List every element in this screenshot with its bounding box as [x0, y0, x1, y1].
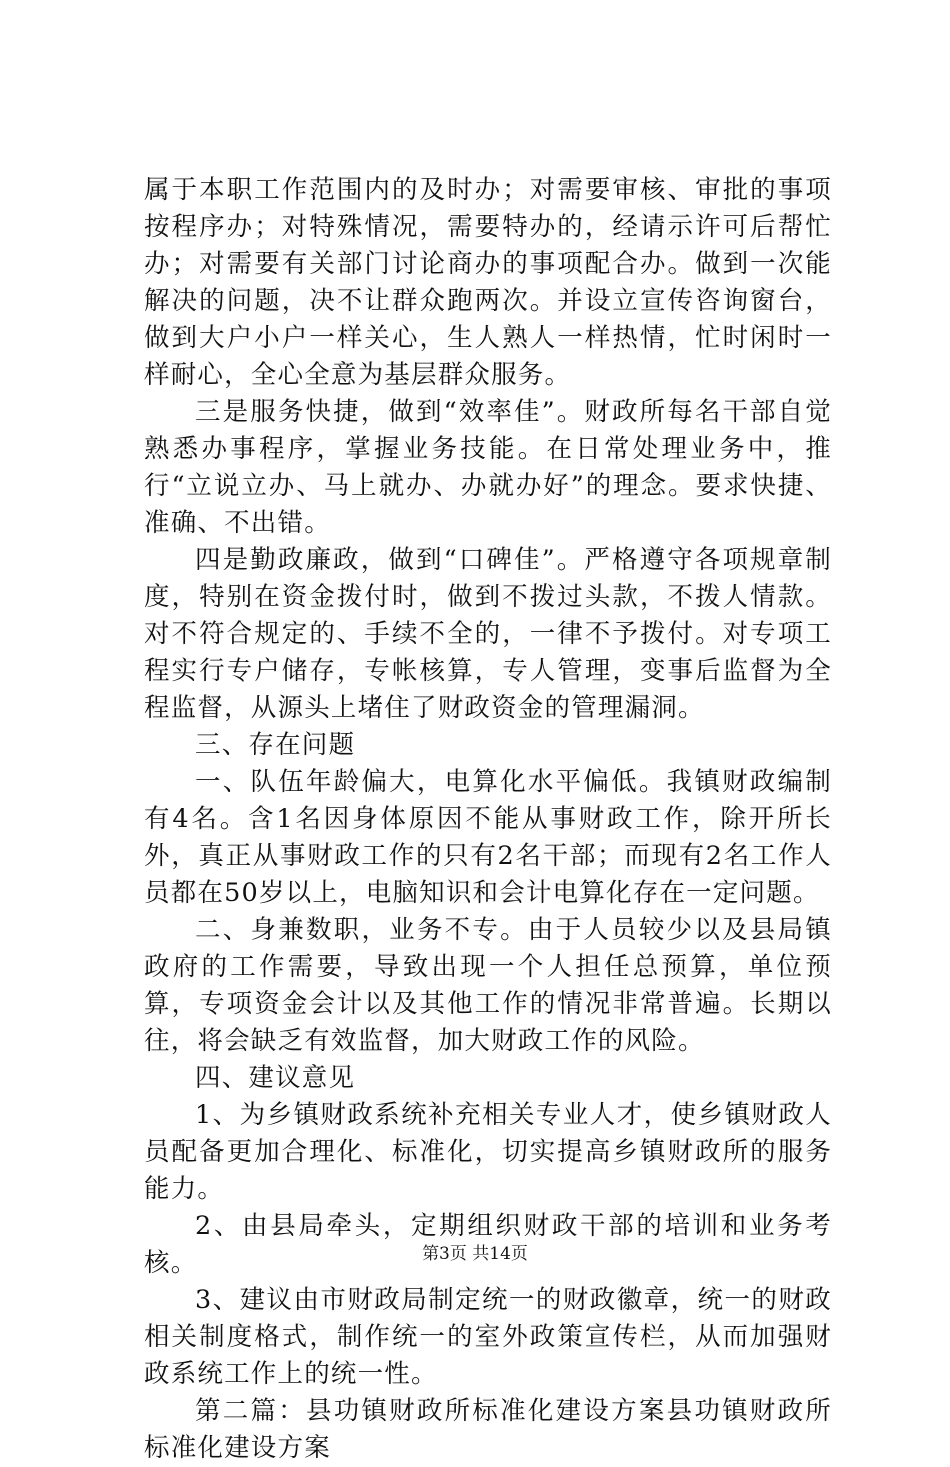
paragraph-suggestion-one: 1、为乡镇财政系统补充相关专业人才，使乡镇财政人员配备更加合理化、标准化，切实提高乡镇财政所的服务能力。 — [144, 1100, 832, 1204]
paragraph-suggestion-two: 2、由县局牵头，定期组织财政干部的培训和业务考核。 — [144, 1211, 832, 1278]
heading-suggestions: 四、建议意见 — [195, 1063, 356, 1093]
paragraph-problem-two: 二、身兼数职，业务不专。由于人员较少以及县局镇政府的工作需要，导致出现一个人担任总预算，单位预算，专项资金会计以及其他工作的情况非常普遍。长期以往，将会缺乏有效监督，加大财政工作的风险。 — [144, 915, 832, 1056]
paragraph-continuation: 属于本职工作范围内的及时办；对需要审核、审批的事项按程序办；对特殊情况，需要特办的，经请示许可后帮忙办；对需要有关部门讨论商办的事项配合办。做到一次能解决的问题，决不让群众跑两次。并设立宣传咨询窗台，做到大户小户一样关心，生人熟人一样热情，忙时闲时一样耐心，全心全意为基层群众服务。 — [144, 175, 832, 390]
paragraph-suggestion-three: 3、建议由市财政局制定统一的财政徽章，统一的财政相关制度格式，制作统一的室外政策宣传栏，从而加强财政系统工作上的统一性。 — [144, 1285, 832, 1389]
paragraph-service-speed: 三是服务快捷，做到“效率佳”。财政所每名干部自觉熟悉办事程序，掌握业务技能。在日常处理业务中，推行“立说立办、马上就办、办就办好”的理念。要求快捷、准确、不出错。 — [144, 397, 832, 538]
heading-existing-problems: 三、存在问题 — [195, 730, 356, 760]
page-number-footer: 第3页 共14页 — [422, 1244, 528, 1264]
document-body — [144, 172, 832, 1467]
heading-second-article: 第二篇：县功镇财政所标准化建设方案县功镇财政所标准化建设方案 — [144, 1396, 832, 1463]
paragraph-integrity: 四是勤政廉政，做到“口碑佳”。严格遵守各项规章制度，特别在资金拨付时，做到不拨过头款，不拨人情款。对不符合规定的、手续不全的，一律不予拨付。对专项工程实行专户储存，专帐核算，专人管理，变事后监督为全程监督，从源头上堵住了财政资金的管理漏洞。 — [144, 545, 832, 723]
paragraph-problem-one: 一、队伍年龄偏大，电算化水平偏低。我镇财政编制有4名。含1名因身体原因不能从事财政工作，除开所长外，真正从事财政工作的只有2名干部；而现有2名工作人员都在50岁以上，电脑知识和会计电算化存在一定问题。 — [144, 767, 832, 908]
